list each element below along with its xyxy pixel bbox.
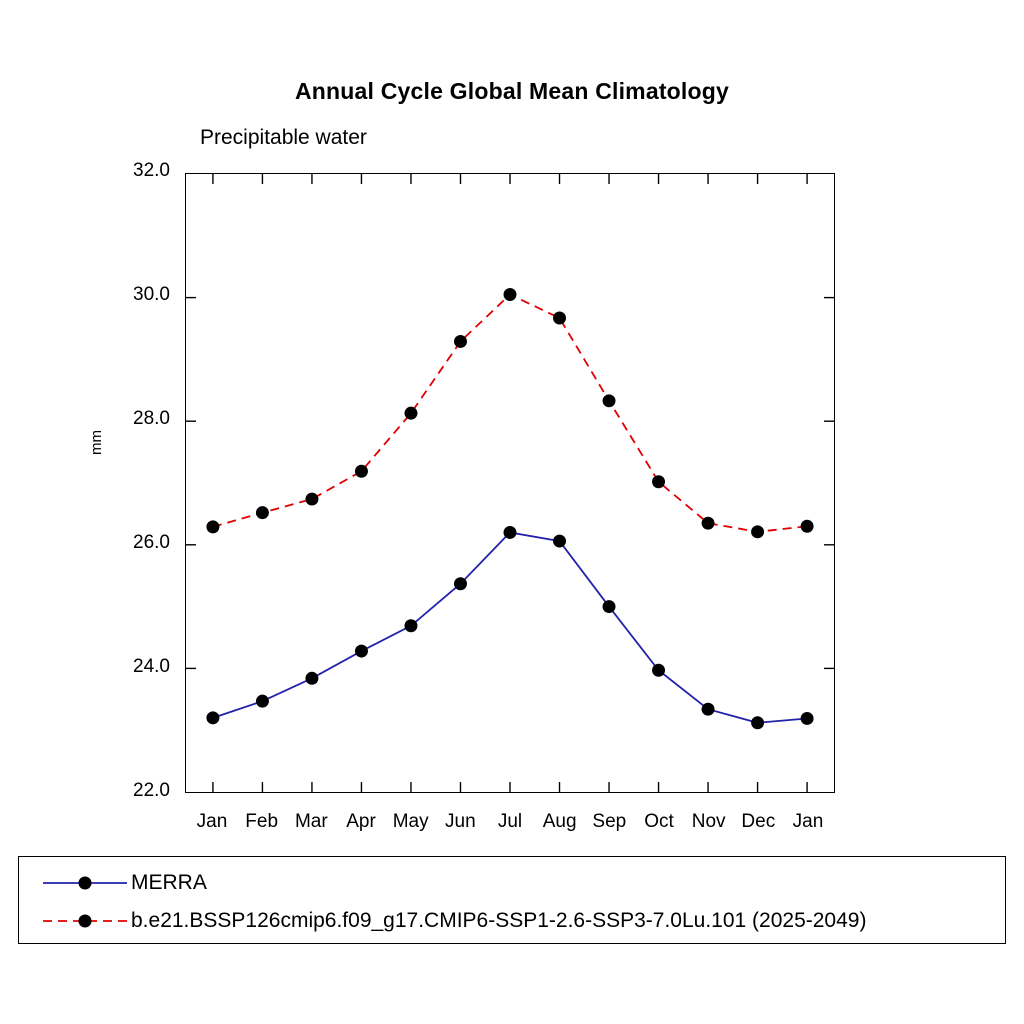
chart-title: Annual Cycle Global Mean Climatology [294,78,730,104]
y-tick-label: 32.0 [133,160,170,181]
data-point [355,645,368,658]
x-tick-label: Nov [691,811,726,832]
legend-line-sample-model [43,901,127,941]
legend-entry-1 [19,901,1005,941]
data-point [751,716,764,729]
data-point [305,493,318,506]
data-point [355,465,368,478]
data-point [702,703,715,716]
chart-subtitle: Precipitable water [200,126,367,149]
data-point [553,312,566,325]
series-canvas [186,174,834,792]
y-tick-label: 26.0 [133,532,170,553]
data-point [603,600,616,613]
data-point [305,672,318,685]
x-tick-label: Aug [542,811,577,832]
legend [18,856,1006,944]
x-tick-label: Jan [792,811,824,832]
data-point [504,526,517,539]
y-tick-label: 22.0 [133,780,170,801]
x-tick-label: Oct [644,811,674,832]
legend-entry-0 [19,863,1005,903]
y-axis-label: mm [88,430,105,455]
legend-label-1: b.e21.BSSP126cmip6.f09_g17.CMIP6-SSP1-2.6-SSP3-7.0Lu.101 (2025-2049) [131,909,867,932]
data-point [652,475,665,488]
data-point [504,288,517,301]
legend-label-0: MERRA [131,871,207,894]
x-tick-label: Sep [592,811,627,832]
series-line-0 [213,532,807,722]
series-line-1 [213,295,807,532]
y-tick-label: 30.0 [133,284,170,305]
plot-area [185,173,835,793]
data-point [404,619,417,632]
data-point [801,520,814,533]
x-tick-label: Jun [445,811,476,832]
data-point [454,577,467,590]
data-point [702,517,715,530]
x-tick-label: Apr [346,811,376,832]
data-point [553,535,566,548]
data-point [256,695,269,708]
data-point [256,506,269,519]
data-point [454,335,467,348]
x-tick-label: Feb [245,811,279,832]
data-point [652,664,665,677]
data-point [751,525,764,538]
x-tick-label: Jul [497,811,523,832]
x-tick-label: Dec [741,811,776,832]
y-tick-label: 24.0 [133,656,170,677]
legend-line-sample-merra [43,863,127,903]
data-point [206,711,219,724]
y-tick-label: 28.0 [133,408,170,429]
x-tick-label: Jan [196,811,228,832]
x-tick-label: Mar [294,811,328,832]
x-tick-label: May [392,811,429,832]
data-point [801,712,814,725]
data-point [206,520,219,533]
data-point [603,394,616,407]
data-point [404,407,417,420]
